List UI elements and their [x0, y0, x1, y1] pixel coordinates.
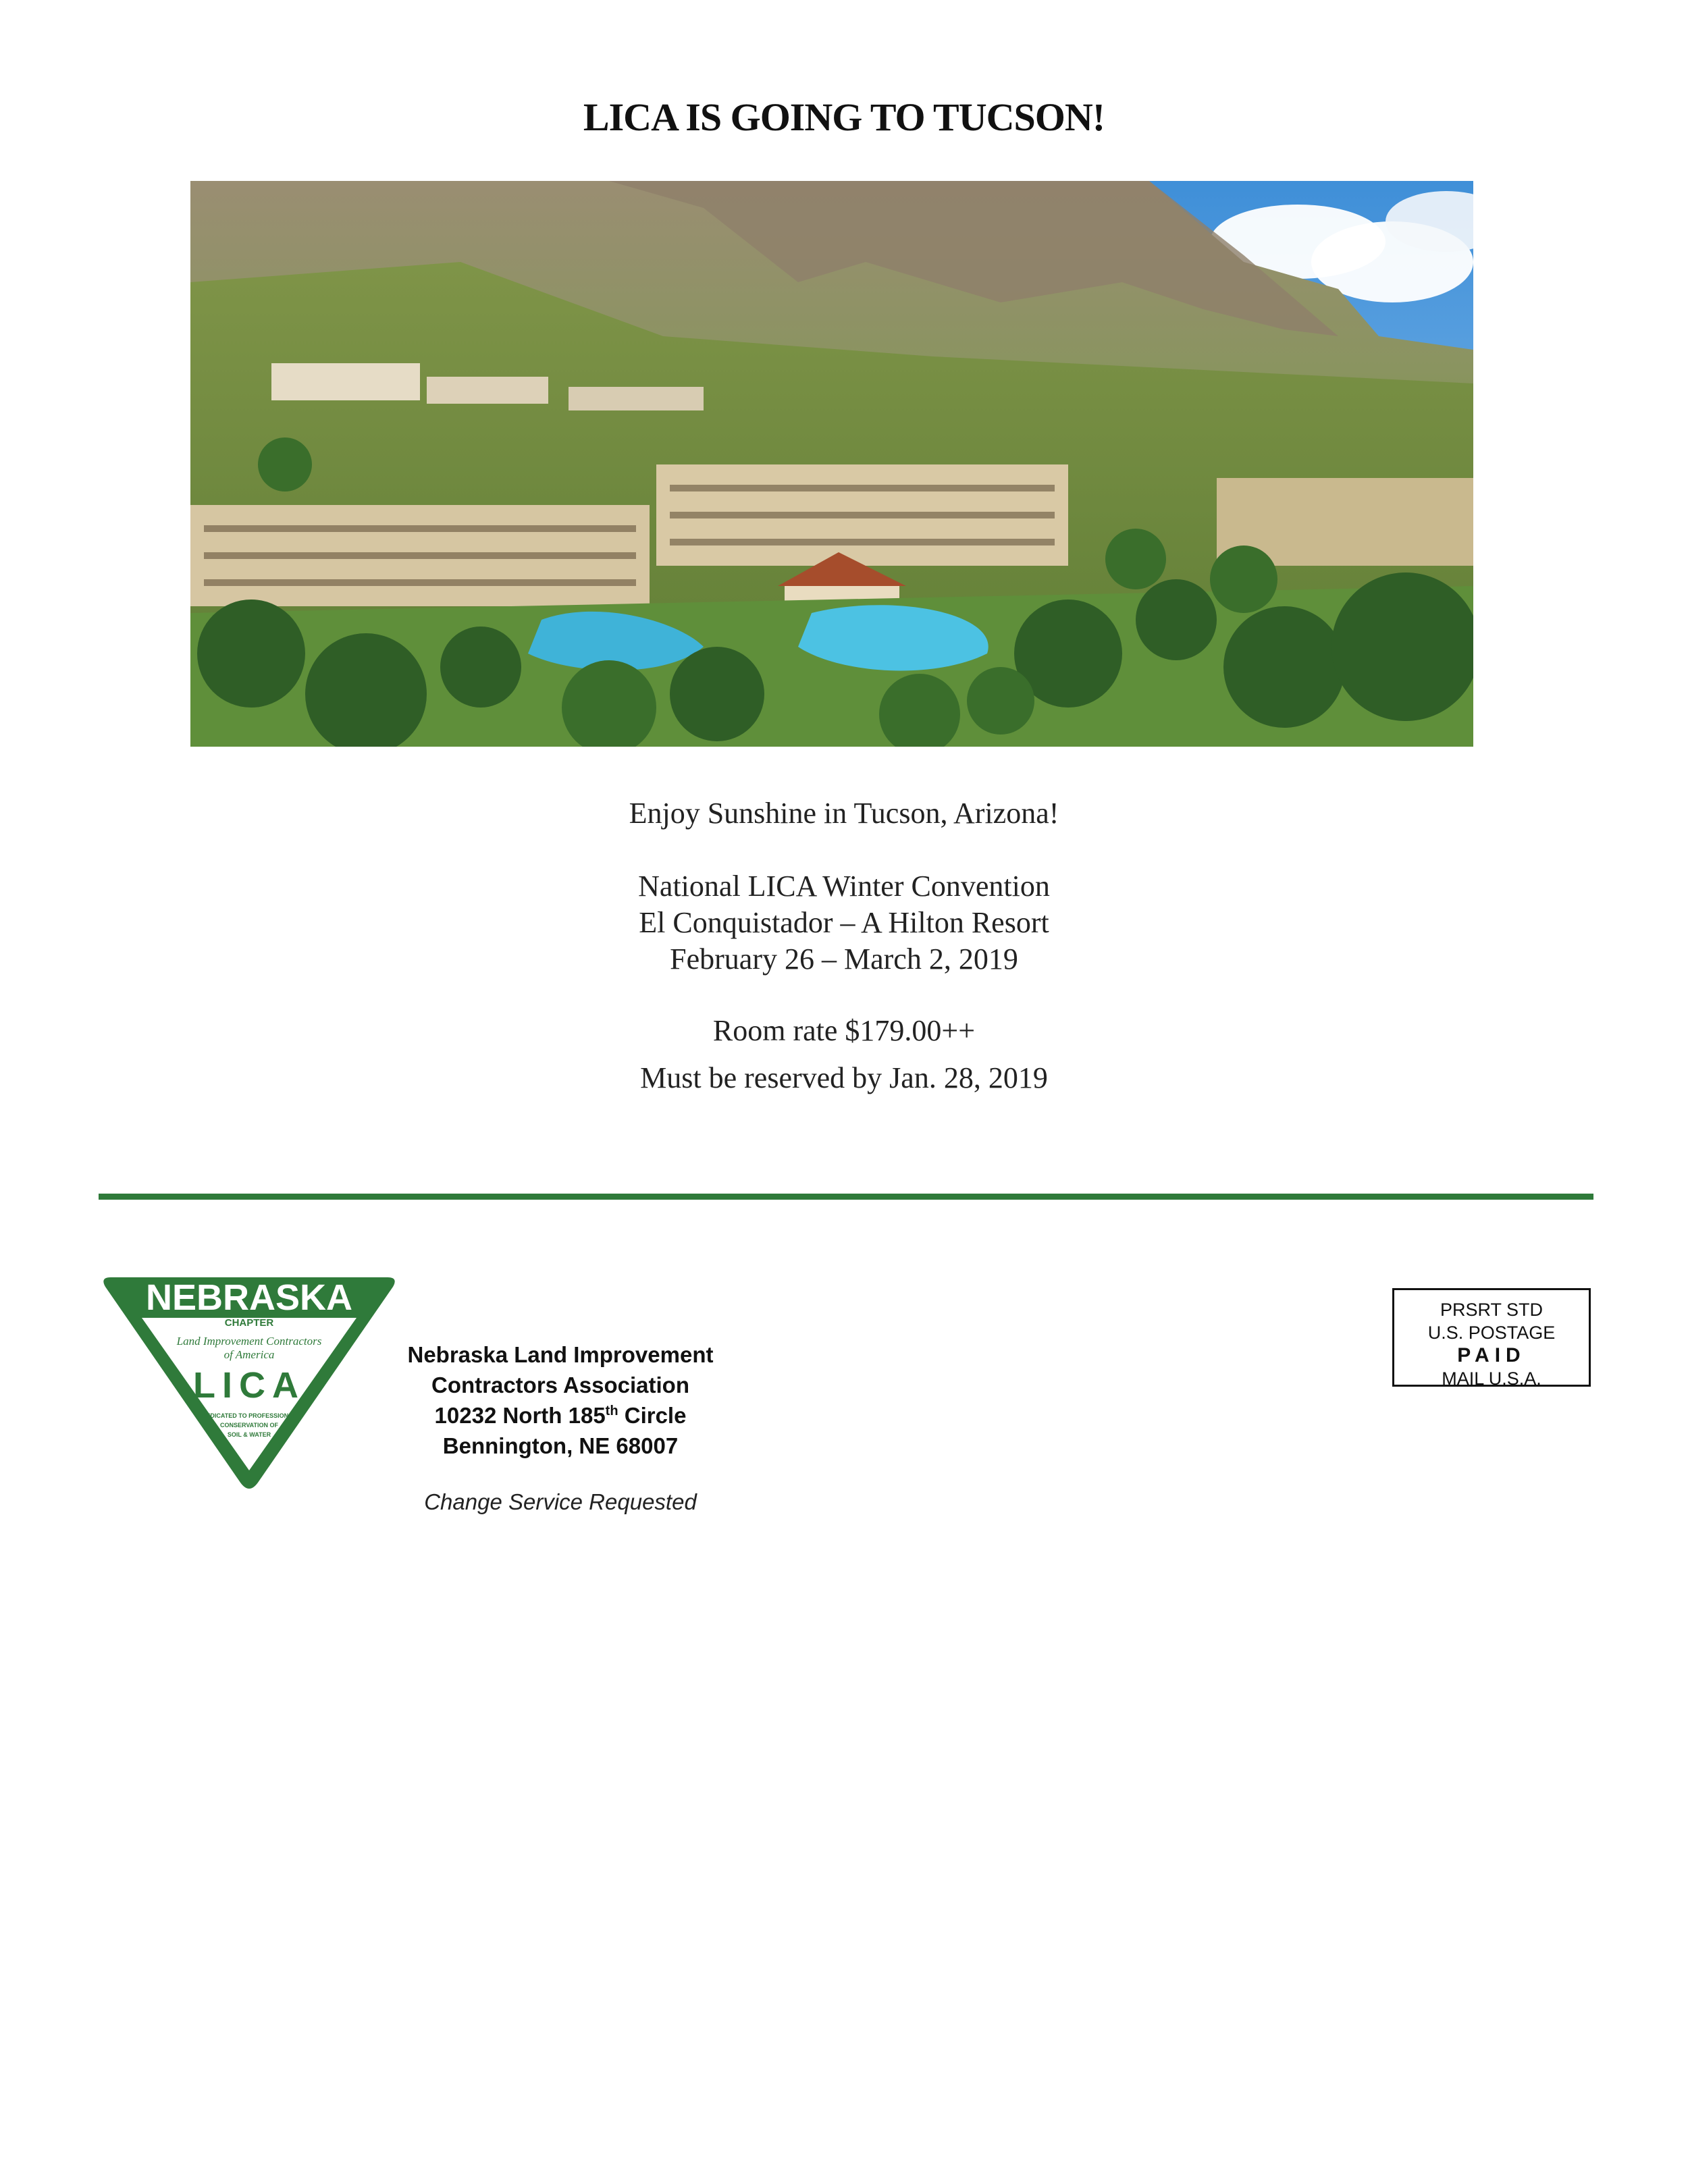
return-address-line3: [378, 1400, 743, 1431]
logo-motto-line3: SOIL & WATER: [227, 1431, 271, 1438]
section-divider: [99, 1194, 1593, 1200]
event-convention: National LICA Winter Convention: [638, 870, 1050, 903]
logo-chapter-text: CHAPTER: [224, 1317, 274, 1329]
street-number: 10232 North 185: [434, 1403, 606, 1428]
postage-line2: U.S. POSTAGE: [1427, 1323, 1556, 1343]
postage-indicia: [1392, 1288, 1591, 1387]
return-address: [378, 1339, 743, 1461]
postage-paid: PAID: [1457, 1344, 1526, 1366]
event-venue: El Conquistador – A Hilton Resort: [639, 906, 1049, 939]
event-dates: February 26 – March 2, 2019: [670, 942, 1018, 976]
logo-motto-line1: DEDICATED TO PROFESSIONAL: [201, 1412, 297, 1419]
logo-org-line2: of America: [223, 1348, 275, 1361]
logo-nebraska-text: NEBRASKA: [145, 1277, 353, 1318]
lica-triangle-emblem: [99, 1275, 400, 1491]
street-suffix: Circle: [618, 1403, 687, 1428]
return-address-line1: Nebraska Land Improvement: [407, 1342, 714, 1367]
nebraska-lica-logo: [99, 1275, 400, 1491]
resort-photo: [190, 181, 1473, 747]
return-address-line2: Contractors Association: [431, 1373, 689, 1397]
event-deadline: Must be reserved by Jan. 28, 2019: [640, 1061, 1048, 1094]
page-title: LICA IS GOING TO TUCSON!: [583, 95, 1105, 139]
event-tagline: Enjoy Sunshine in Tucson, Arizona!: [629, 797, 1059, 830]
logo-lica-text: LICA: [193, 1365, 305, 1406]
change-service-requested: Change Service Requested: [424, 1489, 697, 1514]
resort-landscape-image: [190, 181, 1473, 747]
logo-org-line1: Land Improvement Contractors: [176, 1335, 322, 1348]
postage-line1: PRSRT STD: [1440, 1300, 1544, 1320]
return-address-line4: Bennington, NE 68007: [442, 1433, 679, 1458]
street-ordinal: th: [605, 1404, 618, 1418]
event-room-rate: Room rate $179.00++: [712, 1014, 976, 1047]
logo-motto-line2: CONSERVATION OF: [219, 1422, 279, 1429]
postage-line4: MAIL U.S.A.: [1442, 1368, 1541, 1389]
